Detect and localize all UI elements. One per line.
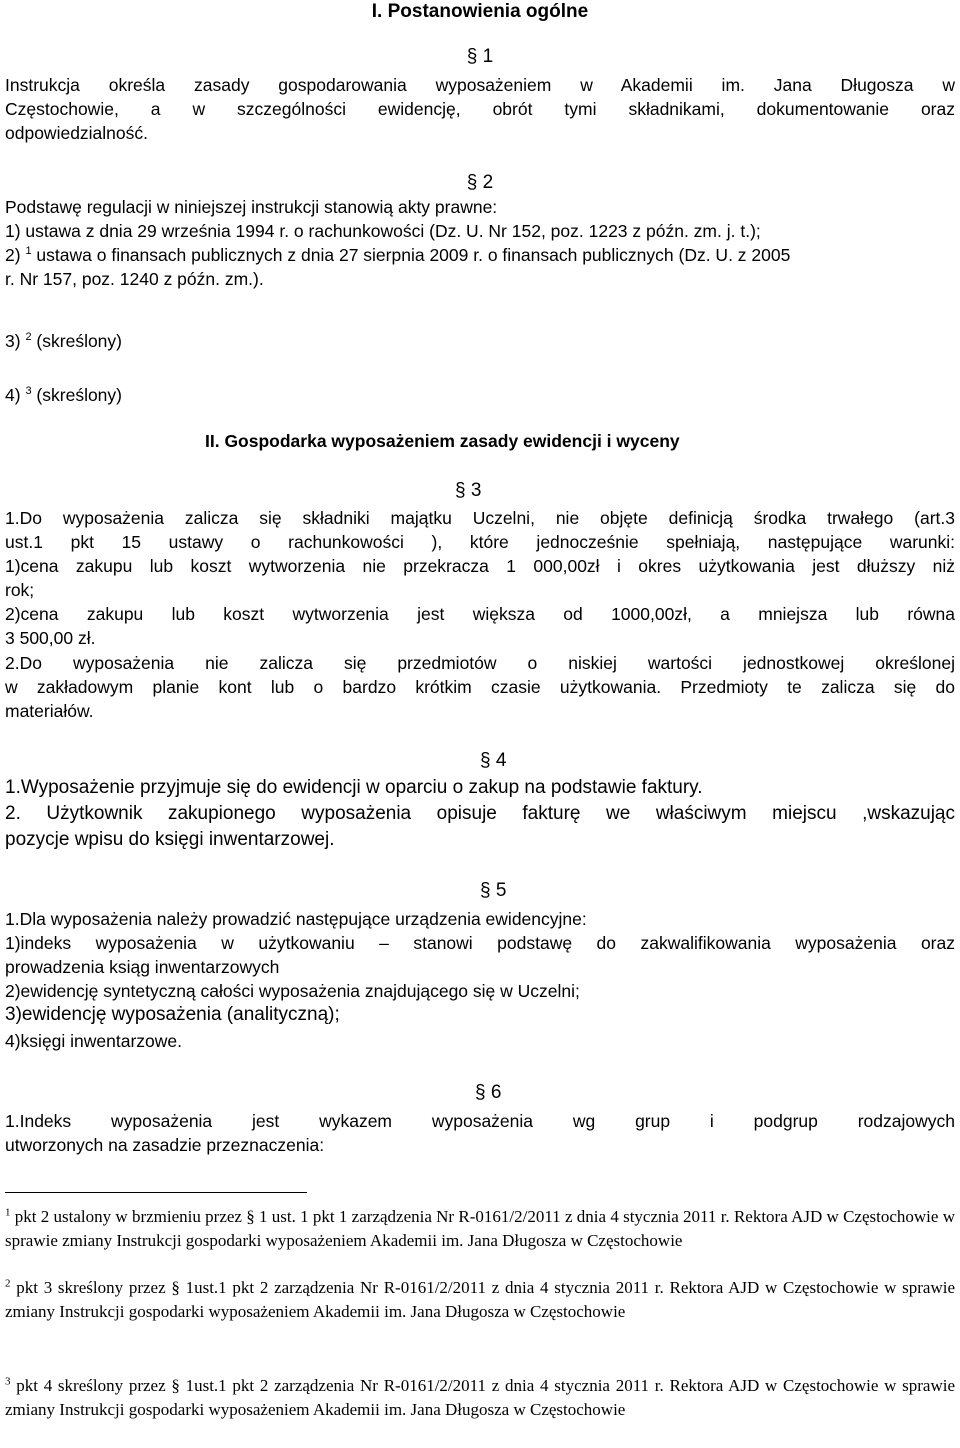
paragraph-5-line: 1.Dla wyposażenia należy prowadzić następujące urządzenia ewidencyjne: [5, 909, 587, 929]
paragraph-3-line: ust.1 pkt 15 ustawy o rachunkowości ), które jednocześnie spełniają, następujące warunki: [5, 532, 955, 552]
paragraph-5-number: § 5 [480, 880, 507, 901]
item-text: (skreślony) [31, 385, 122, 405]
item-text: (skreślony) [31, 331, 122, 351]
footnote-mark: 1 [5, 1206, 11, 1219]
paragraph-1-number: § 1 [466, 46, 494, 67]
footnote-mark: 2 [5, 1277, 11, 1290]
paragraph-2-number: § 2 [466, 172, 494, 193]
paragraph-3-line: 2)cena zakupu lub koszt wytworzenia jest większa od 1000,00zł, a mniejsza lub równa [5, 604, 955, 624]
paragraph-5-line: 1)indeks wyposażenia w użytkowaniu – stanowi podstawę do zakwalifikowania wyposażenia oraz [5, 933, 955, 953]
footnote-3 [5, 1374, 955, 1421]
footnote-separator [5, 1192, 307, 1193]
paragraph-2-intro: Podstawę regulacji w niniejszej instrukcji stanowią akty prawne: [5, 197, 498, 217]
item-text: ustawa o finansach publicznych z dnia 27 sierpnia 2009 r. o finansach publicznych (Dz. U. z 2005 [31, 245, 791, 265]
item-number: 2) [5, 245, 21, 265]
footnote-text: pkt 2 ustalony w brzmieniu przez § 1 ust. 1 pkt 1 zarządzenia Nr R-0161/2/2011 z dnia 4 stycznia 2011 r. Rektora AJD w Częstochowie w sprawie zmiany Instrukcji gospodarki wyposażeniem Akademii im. Jana Długosza w Częstochowie [5, 1207, 955, 1250]
paragraph-4-number: § 4 [480, 750, 507, 771]
footnote-2 [5, 1276, 955, 1323]
paragraph-6-number: § 6 [475, 1082, 502, 1103]
paragraph-1-line: odpowiedzialność. [5, 123, 149, 143]
footnote-ref-1: 1 [25, 245, 32, 258]
paragraph-3-line: 1)cena zakupu lub koszt wytworzenia nie przekracza 1 000,00zł i okres użytkowania jest dłuższy niż [5, 556, 955, 576]
paragraph-4-line: 2. Użytkownik zakupionego wyposażenia opisuje fakturę we właściwym miejscu ,wskazując [5, 803, 955, 824]
paragraph-2-item-1: 1) ustawa z dnia 29 września 1994 r. o rachunkowości (Dz. U. Nr 152, poz. 1223 z późn. zm. j. t.); [5, 221, 761, 241]
paragraph-2-item-4 [5, 384, 122, 406]
paragraph-5-line: prowadzenia ksiąg inwentarzowych [5, 957, 280, 977]
section-1-heading: I. Postanowienia ogólne [371, 1, 589, 22]
paragraph-5-line: 3)ewidencję wyposażenia (analityczną); [5, 1004, 340, 1025]
paragraph-2-item-3 [5, 330, 122, 352]
paragraph-3-line: w zakładowym planie kont lub o bardzo krótkim czasie użytkowania. Przedmioty te zalicza się do [5, 677, 955, 697]
paragraph-2-item-2-cont: r. Nr 157, poz. 1240 z późn. zm.). [5, 269, 264, 289]
paragraph-3-line: materiałów. [5, 701, 94, 721]
item-number: 4) [5, 385, 21, 405]
paragraph-3-number: § 3 [455, 480, 482, 501]
footnote-text: pkt 4 skreślony przez § 1ust.1 pkt 2 zarządzenia Nr R-0161/2/2011 z dnia 4 stycznia 2011 r. Rektora AJD w Częstochowie w sprawie zmiany Instrukcji gospodarki wyposażeniem Akademii im. Jana Długosza w Częstochowie [5, 1376, 955, 1419]
paragraph-6-line: 1.Indeks wyposażenia jest wykazem wyposażenia wg grup i podgrup rodzajowych [5, 1111, 955, 1131]
paragraph-6-line: utworzonych na zasadzie przeznaczenia: [5, 1135, 325, 1155]
paragraph-3-line: 2.Do wyposażenia nie zalicza się przedmiotów o niskiej wartości jednostkowej określonej [5, 653, 955, 673]
paragraph-3-line: rok; [5, 580, 35, 600]
footnote-1 [5, 1205, 955, 1252]
paragraph-3-line: 1.Do wyposażenia zalicza się składniki majątku Uczelni, nie objęte definicją środka trwałego (art.3 [5, 508, 955, 528]
paragraph-1-line: Instrukcja określa zasady gospodarowania wyposażeniem w Akademii im. Jana Długosza w [5, 75, 955, 95]
paragraph-4-line: pozycje wpisu do księgi inwentarzowej. [5, 829, 335, 850]
paragraph-4-line: 1.Wyposażenie przyjmuje się do ewidencji w oparciu o zakup na podstawie faktury. [5, 777, 703, 798]
item-number: 3) [5, 331, 21, 351]
footnote-ref-2: 2 [25, 331, 32, 344]
paragraph-5-line: 4)księgi inwentarzowe. [5, 1031, 183, 1051]
paragraph-5-line: 2)ewidencję syntetyczną całości wyposażenia znajdującego się w Uczelni; [5, 981, 580, 1001]
footnote-text: pkt 3 skreślony przez § 1ust.1 pkt 2 zarządzenia Nr R-0161/2/2011 z dnia 4 stycznia 2011 r. Rektora AJD w Częstochowie w sprawie zmiany Instrukcji gospodarki wyposażeniem Akademii im. Jana Długosza w Częstochowie [5, 1278, 955, 1321]
paragraph-3-line: 3 500,00 zł. [5, 628, 96, 648]
paragraph-1-line: Częstochowie, a w szczególności ewidencję, obrót tymi składnikami, dokumentowanie oraz [5, 99, 955, 119]
footnote-ref-3: 3 [25, 385, 32, 398]
footnote-mark: 3 [5, 1375, 11, 1388]
paragraph-2-item-2 [5, 244, 790, 266]
section-2-heading: II. Gospodarka wyposażeniem zasady ewidencji i wyceny [205, 431, 680, 451]
